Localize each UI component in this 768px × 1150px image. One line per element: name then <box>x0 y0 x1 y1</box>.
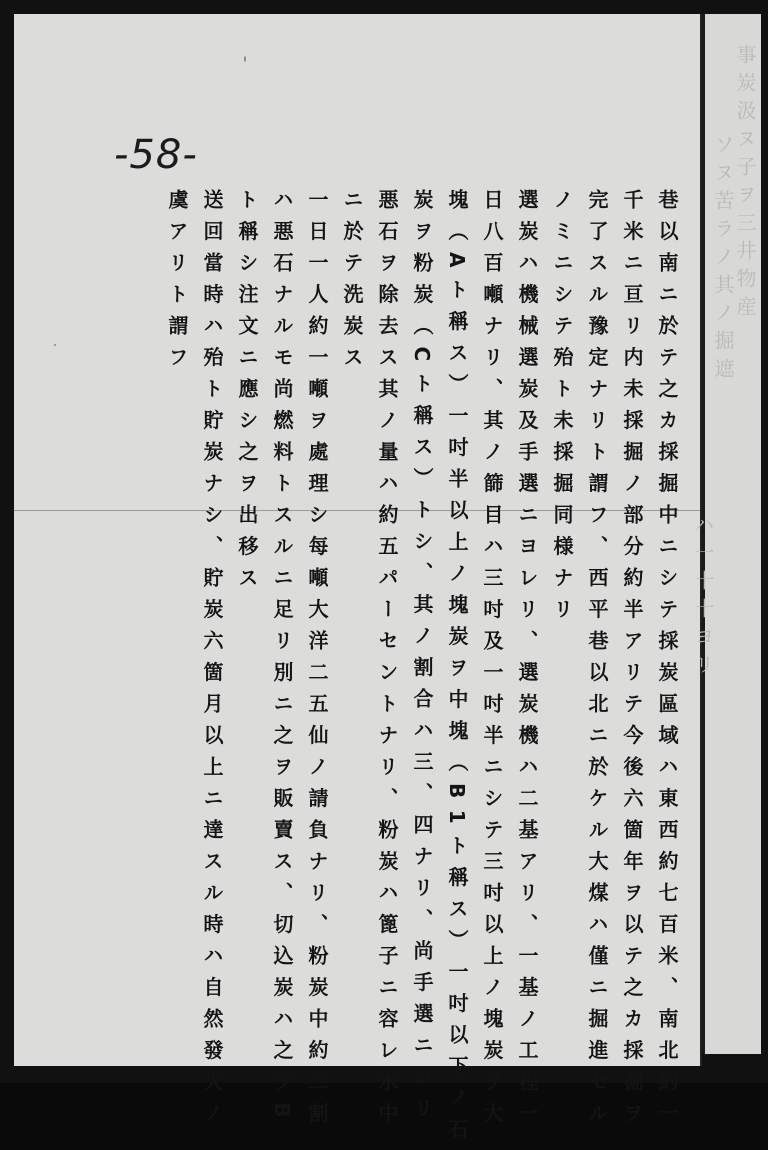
text-column: 選炭ハ機械選炭及手選ニヨレリ、選炭機ハ二基アリ、一基ノ工程一 <box>515 189 539 1134</box>
text-column: 塊（Aト稱ス）一吋半以上ノ塊炭ヲ中塊（B1ト稱ス）一吋以下ノ石 <box>445 189 469 1150</box>
scan-speck <box>54 344 56 346</box>
text-column: 千米ニ亘リ内未採掘ノ部分約半アリテ今後六箇年ヲ以テ之カ採掘ヲ <box>620 189 644 1134</box>
adjacent-page-edge <box>691 14 761 1054</box>
text-column: ハ悪石ナルモ尚燃料トスルニ足リ別ニ之ヲ販賣ス、切込炭ハ之ヲB <box>270 189 294 1130</box>
bleed-through-text: 事炭汲ヌ子ヲ三井物産 <box>733 44 757 324</box>
bleed-through-text: ソヌ苦ラノ其ノ掘遮 <box>711 134 735 386</box>
text-column: ト稱シ注文ニ應シ之ヲ出移ス <box>235 189 259 599</box>
text-column: 一日一人約一噸ヲ處理シ每噸大洋二五仙ノ請負ナリ、粉炭中約二割 <box>305 189 329 1134</box>
text-column: 悪石ヲ除去ス其ノ量ハ約五パーセントナリ、粉炭ハ篦子ニ容レ水中 <box>375 189 399 1134</box>
page-number: -58- <box>114 132 198 178</box>
scan-speck <box>244 56 246 62</box>
text-column: 虞アリト謂フ <box>165 189 189 378</box>
text-column: ノミニシテ殆ト未採掘同様ナリ <box>550 189 574 630</box>
text-column: 巷以南ニ於テ之カ採掘中ニシテ採炭區域ハ東西約七百米、南北約一 <box>655 189 679 1134</box>
text-column: 送回當時ハ殆ト貯炭ナシ、貯炭六箇月以上ニ達スル時ハ自然發火ノ <box>200 189 224 1134</box>
vertical-text-body <box>124 189 684 1150</box>
text-column: 完了スル豫定ナリト謂フ、西平巷以北ニ於ケル大煤ハ僅ニ掘進セル <box>585 189 609 1134</box>
text-column: 日八百噸ナリ、其ノ篩目ハ三吋及一吋半ニシテ三吋以上ノ塊炭ヲ大 <box>480 189 504 1134</box>
document-page <box>14 14 702 1150</box>
text-column: 炭ヲ粉炭（Cト稱ス）トシ、其ノ割合ハ三、四ナリ、尚手選ニヨリ <box>410 189 434 1129</box>
text-column: ニ於テ洗炭ス <box>340 189 364 378</box>
bleed-through-text: ハ一十十ヨリ <box>691 514 715 682</box>
